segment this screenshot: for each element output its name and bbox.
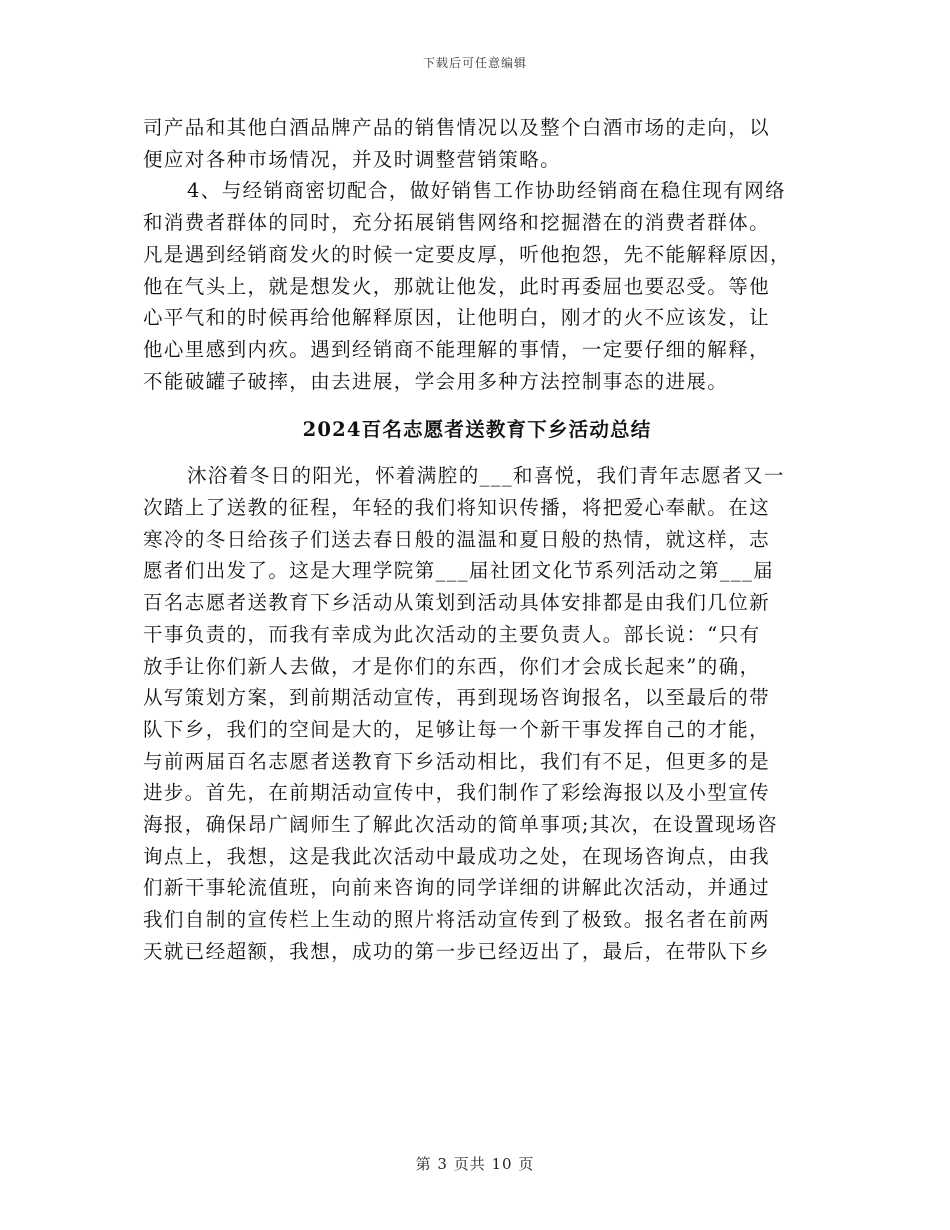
text-line: 天就已经超额，我想，成功的第一步已经迈出了，最后，在带队下乡	[143, 939, 771, 963]
text-line: 便应对各种市场情况，并及时调整营销策略。	[143, 147, 562, 171]
text-line: 进步。首先，在前期活动宣传中，我们制作了彩绘海报以及小型宣传	[143, 781, 771, 805]
text-line: 4、与经销商密切配合，做好销售工作协助经销商在稳住现有网络	[187, 179, 787, 203]
intro-paragraph	[143, 112, 811, 175]
summary-paragraph	[143, 460, 811, 967]
text-line: 百名志愿者送教育下乡活动从策划到活动具体安排都是由我们几位新	[143, 591, 771, 615]
text-line: 沐浴着冬日的阳光，怀着满腔的___和喜悦，我们青年志愿者又一	[187, 464, 785, 488]
page-number: 第 3 页共 10 页	[415, 1155, 535, 1173]
text-line: 询点上，我想，这是我此次活动中最成功之处，在现场咨询点，由我	[143, 844, 771, 868]
text-line: 我们自制的宣传栏上生动的照片将活动宣传到了极致。报名者在前两	[143, 908, 771, 932]
text-line: 不能破罐子破摔，由去进展，学会用多种方法控制事态的进展。	[143, 369, 729, 393]
text-line: 凡是遇到经销商发火的时候一定要皮厚，听他抱怨，先不能解释原因，	[143, 242, 791, 266]
page-header-note: 下载后可任意编辑	[422, 56, 527, 70]
text-line: 愿者们出发了。这是大理学院第___届社团文化节系列活动之第___届	[143, 559, 775, 583]
text-line: 他在气头上，就是想发火，那就让他发，此时再委屈也要忍受。等他	[143, 274, 771, 298]
section-title: 2024百名志愿者送教育下乡活动总结	[302, 418, 652, 442]
text-line: 心平气和的时候再给他解释原因，让他明白，刚才的火不应该发，让	[143, 306, 771, 330]
text-line: 和消费者群体的同时，充分拓展销售网络和挖掘潜在的消费者群体。	[143, 211, 771, 235]
text-line: 从写策划方案，到前期活动宣传，再到现场咨询报名，以至最后的带	[143, 686, 771, 710]
text-line: 干事负责的，而我有幸成为此次活动的主要负责人。部长说：“只有	[143, 622, 761, 646]
text-line: 寒冷的冬日给孩子们送去春日般的温温和夏日般的热情，就这样，志	[143, 527, 771, 551]
text-line: 与前两届百名志愿者送教育下乡活动相比，我们有不足，但更多的是	[143, 749, 771, 773]
text-line: 队下乡，我们的空间是大的，足够让每一个新干事发挥自己的才能，	[143, 717, 771, 741]
text-line: 他心里感到内疚。遇到经销商不能理解的事情，一定要仔细的解释，	[143, 337, 771, 361]
text-line: 放手让你们新人去做，才是你们的东西，你们才会成长起来”的确，	[143, 654, 761, 678]
document-body	[143, 112, 811, 968]
text-line: 们新干事轮流值班，向前来咨询的同学详细的讲解此次活动，并通过	[143, 876, 771, 900]
point-4-paragraph	[143, 175, 811, 397]
text-line: 司产品和其他白酒品牌产品的销售情况以及整个白酒市场的走向，以	[143, 116, 771, 139]
text-line: 次踏上了送教的征程，年轻的我们将知识传播，将把爱心奉献。在这	[143, 496, 771, 520]
text-line: 海报，确保昂广阔师生了解此次活动的简单事项;其次，在设置现场咨	[143, 813, 778, 837]
